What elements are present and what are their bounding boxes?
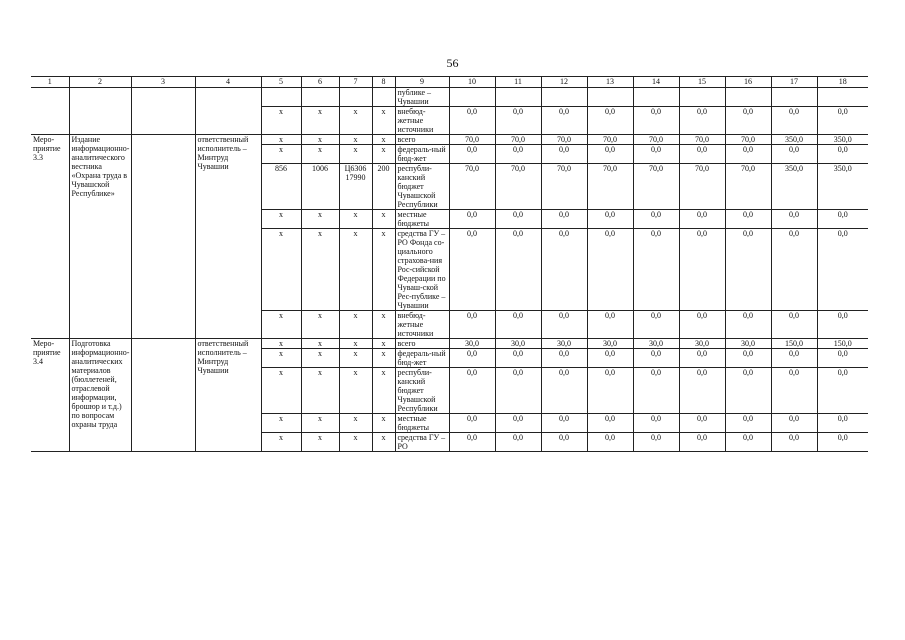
target-article-code: х [339,339,372,349]
target-article-code: Ц6306 17990 [339,164,372,210]
amount-cell: 70,0 [495,135,541,145]
amount-cell: 0,0 [495,368,541,414]
amount-cell: 0,0 [587,433,633,452]
amount-cell: 0,0 [495,145,541,164]
amount-cell: 150,0 [817,339,868,349]
funding-source: внебюд-жетные источники [395,311,449,339]
grbs-code: 856 [261,164,301,210]
amount-cell: 0,0 [817,145,868,164]
amount-cell: 70,0 [679,135,725,145]
amount-cell: 70,0 [449,164,495,210]
expense-type-code: х [372,107,395,135]
column-header-4: 4 [195,77,261,88]
amount-cell: 0,0 [725,311,771,339]
amount-cell: 0,0 [817,210,868,229]
amount-cell: 0,0 [633,368,679,414]
event-col3 [131,88,195,135]
column-header-8: 8 [372,77,395,88]
expense-type-code: х [372,414,395,433]
amount-cell: 0,0 [633,210,679,229]
funding-source: федераль-ный бюд-жет [395,145,449,164]
funding-source: средства ГУ – РО Фонда со-циального страхова-ния Рос-сийской Федерации по Чуваш-ской Рес-публике – Чувашии [395,229,449,311]
amount-cell: 30,0 [449,339,495,349]
amount-cell: 0,0 [495,349,541,368]
funding-source: всего [395,339,449,349]
amount-cell: 0,0 [495,414,541,433]
amount-cell: 70,0 [725,164,771,210]
column-header-11: 11 [495,77,541,88]
amount-cell: 0,0 [679,433,725,452]
column-header-5: 5 [261,77,301,88]
amount-cell: 0,0 [771,368,817,414]
amount-cell: 0,0 [587,145,633,164]
amount-cell: 0,0 [587,349,633,368]
amount-cell: 0,0 [725,349,771,368]
target-article-code: х [339,210,372,229]
amount-cell: 70,0 [587,135,633,145]
amount-cell: 0,0 [541,210,587,229]
expense-type-code [372,88,395,107]
amount-cell: 350,0 [817,135,868,145]
amount-cell: 30,0 [495,339,541,349]
amount-cell [725,88,771,107]
event-col3 [131,339,195,452]
event-code: Меро-приятие 3.3 [31,135,69,339]
expense-type-code: х [372,229,395,311]
grbs-code: х [261,368,301,414]
amount-cell: 0,0 [495,229,541,311]
amount-cell: 0,0 [449,311,495,339]
amount-cell: 0,0 [817,368,868,414]
amount-cell: 0,0 [587,229,633,311]
amount-cell: 0,0 [633,311,679,339]
amount-cell [771,88,817,107]
amount-cell: 0,0 [495,433,541,452]
amount-cell: 0,0 [449,210,495,229]
amount-cell: 0,0 [633,433,679,452]
amount-cell: 70,0 [633,135,679,145]
section-code: х [301,229,339,311]
column-header-16: 16 [725,77,771,88]
amount-cell: 0,0 [771,229,817,311]
table-row [31,88,868,107]
amount-cell: 0,0 [449,107,495,135]
section-code: х [301,311,339,339]
amount-cell: 70,0 [587,164,633,210]
table-row [31,339,868,349]
funding-source: республи-канский бюджет Чувашской Республики [395,368,449,414]
amount-cell: 0,0 [541,433,587,452]
funding-source: местные бюджеты [395,414,449,433]
amount-cell: 0,0 [725,368,771,414]
amount-cell: 0,0 [633,145,679,164]
expense-type-code: х [372,349,395,368]
amount-cell: 0,0 [679,107,725,135]
column-header-6: 6 [301,77,339,88]
amount-cell [541,88,587,107]
amount-cell: 0,0 [725,210,771,229]
event-col3 [131,135,195,339]
grbs-code: х [261,433,301,452]
responsible-executor [195,88,261,135]
section-code: х [301,107,339,135]
target-article-code: х [339,414,372,433]
responsible-executor: ответственный исполнитель – Минтруд Чувашии [195,339,261,452]
column-header-3: 3 [131,77,195,88]
funding-source: республи-канский бюджет Чувашской Республики [395,164,449,210]
target-article-code: х [339,368,372,414]
grbs-code: х [261,210,301,229]
amount-cell: 0,0 [679,229,725,311]
amount-cell: 0,0 [587,368,633,414]
section-code: х [301,210,339,229]
amount-cell: 0,0 [633,107,679,135]
column-header-1: 1 [31,77,69,88]
amount-cell: 0,0 [541,349,587,368]
amount-cell: 0,0 [679,311,725,339]
grbs-code: х [261,311,301,339]
section-code: х [301,135,339,145]
funding-source: всего [395,135,449,145]
grbs-code [261,88,301,107]
amount-cell: 0,0 [541,229,587,311]
amount-cell: 150,0 [771,339,817,349]
expense-type-code: х [372,368,395,414]
amount-cell: 0,0 [771,145,817,164]
amount-cell: 0,0 [449,433,495,452]
target-article-code: х [339,311,372,339]
amount-cell [495,88,541,107]
amount-cell: 0,0 [633,414,679,433]
amount-cell: 70,0 [679,164,725,210]
amount-cell: 0,0 [817,229,868,311]
grbs-code: х [261,229,301,311]
section-code: х [301,368,339,414]
event-name: Подготовка информационно-аналитических материалов (бюллетеней, отраслевой информации, брошюр и т.д.) по вопросам охраны труда [69,339,131,452]
funding-source: федераль-ный бюд-жет [395,349,449,368]
amount-cell: 350,0 [771,164,817,210]
amount-cell: 0,0 [587,414,633,433]
amount-cell: 0,0 [771,311,817,339]
expense-type-code: х [372,145,395,164]
amount-cell: 0,0 [541,368,587,414]
amount-cell: 70,0 [541,135,587,145]
amount-cell: 70,0 [725,135,771,145]
funding-source: внебюд-жетные источники [395,107,449,135]
event-name [69,88,131,135]
budget-table [31,76,868,452]
amount-cell: 0,0 [725,433,771,452]
grbs-code: х [261,414,301,433]
funding-source: средства ГУ – РО [395,433,449,452]
event-code: Меро-приятие 3.4 [31,339,69,452]
amount-cell: 0,0 [817,349,868,368]
section-code: х [301,145,339,164]
section-code: 1006 [301,164,339,210]
header-row [31,77,868,88]
amount-cell: 0,0 [725,414,771,433]
amount-cell [587,88,633,107]
amount-cell: 0,0 [725,107,771,135]
table-row [31,135,868,145]
amount-cell: 0,0 [541,107,587,135]
amount-cell: 0,0 [495,107,541,135]
amount-cell: 0,0 [587,311,633,339]
column-header-17: 17 [771,77,817,88]
amount-cell: 0,0 [541,311,587,339]
amount-cell: 350,0 [817,164,868,210]
amount-cell: 0,0 [633,229,679,311]
grbs-code: х [261,339,301,349]
amount-cell: 70,0 [541,164,587,210]
amount-cell: 30,0 [679,339,725,349]
amount-cell: 0,0 [725,145,771,164]
amount-cell: 0,0 [771,349,817,368]
column-header-13: 13 [587,77,633,88]
expense-type-code: х [372,210,395,229]
amount-cell: 0,0 [495,210,541,229]
amount-cell: 0,0 [495,311,541,339]
funding-source: публике – Чувашии [395,88,449,107]
amount-cell: 0,0 [771,414,817,433]
amount-cell: 30,0 [587,339,633,349]
expense-type-code: 200 [372,164,395,210]
column-header-18: 18 [817,77,868,88]
grbs-code: х [261,349,301,368]
amount-cell: 0,0 [771,210,817,229]
target-article-code: х [339,107,372,135]
amount-cell: 0,0 [679,210,725,229]
amount-cell: 0,0 [679,349,725,368]
section-code: х [301,349,339,368]
amount-cell: 0,0 [449,229,495,311]
amount-cell: 0,0 [771,107,817,135]
funding-source: местные бюджеты [395,210,449,229]
amount-cell: 0,0 [587,107,633,135]
amount-cell: 70,0 [633,164,679,210]
column-header-9: 9 [395,77,449,88]
amount-cell: 0,0 [817,107,868,135]
column-header-7: 7 [339,77,372,88]
expense-type-code: х [372,135,395,145]
expense-type-code: х [372,339,395,349]
amount-cell: 0,0 [679,414,725,433]
amount-cell [633,88,679,107]
amount-cell: 0,0 [449,414,495,433]
amount-cell: 0,0 [449,368,495,414]
target-article-code: х [339,229,372,311]
amount-cell: 0,0 [541,414,587,433]
grbs-code: х [261,135,301,145]
amount-cell: 0,0 [541,145,587,164]
target-article-code: х [339,145,372,164]
amount-cell: 350,0 [771,135,817,145]
column-header-15: 15 [679,77,725,88]
amount-cell: 0,0 [725,229,771,311]
amount-cell: 0,0 [817,311,868,339]
amount-cell: 0,0 [633,349,679,368]
expense-type-code: х [372,311,395,339]
section-code: х [301,414,339,433]
event-name: Издание информационно-аналитического вестника «Охрана труда в Чувашской Республике» [69,135,131,339]
responsible-executor: ответственный исполнитель – Минтруд Чувашии [195,135,261,339]
section-code: х [301,339,339,349]
amount-cell: 0,0 [817,433,868,452]
amount-cell [449,88,495,107]
amount-cell: 0,0 [817,414,868,433]
target-article-code [339,88,372,107]
amount-cell: 70,0 [495,164,541,210]
amount-cell: 70,0 [449,135,495,145]
column-header-14: 14 [633,77,679,88]
amount-cell: 0,0 [771,433,817,452]
grbs-code: х [261,145,301,164]
target-article-code: х [339,135,372,145]
amount-cell: 30,0 [725,339,771,349]
section-code: х [301,433,339,452]
grbs-code: х [261,107,301,135]
amount-cell: 0,0 [449,145,495,164]
event-code [31,88,69,135]
column-header-12: 12 [541,77,587,88]
column-header-2: 2 [69,77,131,88]
amount-cell: 0,0 [679,368,725,414]
amount-cell [679,88,725,107]
target-article-code: х [339,349,372,368]
amount-cell: 30,0 [541,339,587,349]
section-code [301,88,339,107]
target-article-code: х [339,433,372,452]
amount-cell [817,88,868,107]
expense-type-code: х [372,433,395,452]
amount-cell: 30,0 [633,339,679,349]
amount-cell: 0,0 [679,145,725,164]
amount-cell: 0,0 [449,349,495,368]
column-header-10: 10 [449,77,495,88]
amount-cell: 0,0 [587,210,633,229]
page-number: 56 [446,56,459,70]
